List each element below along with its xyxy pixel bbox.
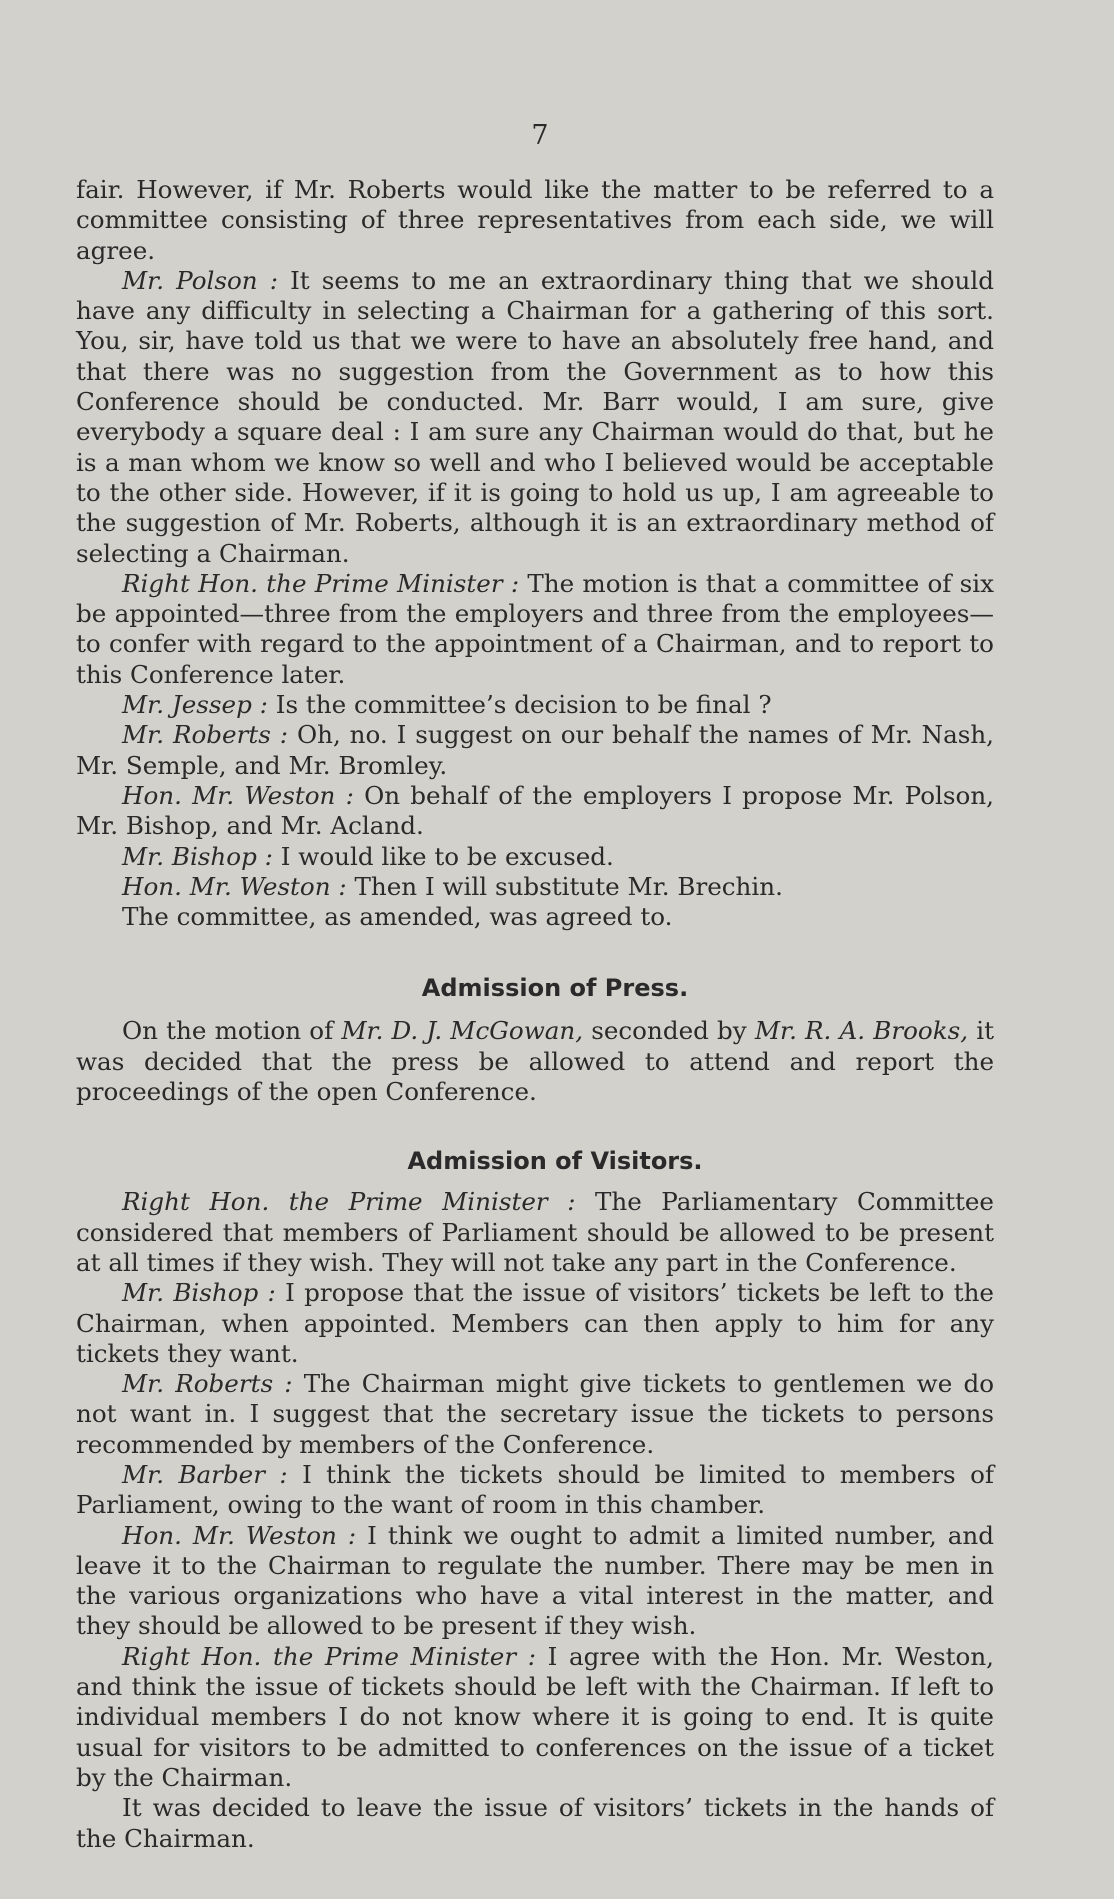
speech-paragraph	[76, 1793, 994, 1854]
speech-paragraph	[76, 1369, 994, 1460]
speaker-name: Mr. Jessep :	[122, 690, 268, 720]
page-content	[76, 175, 994, 1854]
section-heading-visitors: Admission of Visitors.	[407, 1147, 703, 1176]
speech-paragraph	[76, 1278, 994, 1369]
speech-paragraph	[76, 902, 994, 932]
speech-text: The committee, as amended, was agreed to.	[122, 902, 673, 932]
speech-paragraph	[76, 569, 994, 690]
speech-paragraph	[76, 720, 994, 781]
speech-paragraph	[76, 690, 994, 720]
seconder-name: Mr. R. A. Brooks,	[754, 1016, 969, 1046]
press-text-3: it was decided that the press be allowed to attend and report the proceedings of the open Conference.	[76, 1016, 994, 1107]
speech-paragraph	[76, 1642, 994, 1793]
speech-paragraph	[76, 175, 994, 266]
speaker-name: Hon. Mr. Weston :	[122, 871, 347, 901]
speech-text: Then I will substitute Mr. Brechin.	[346, 871, 783, 901]
speaker-name: Hon. Mr. Weston :	[122, 1520, 357, 1550]
speaker-name: Mr. Bishop :	[122, 1278, 276, 1308]
speech-text: I propose that the issue of visitors’ tickets be left to the Chairman, when appointed. Members can then apply to him for any tickets they want.	[76, 1278, 994, 1368]
speech-text: The motion is that a committee of six be appointed—three from the employers and three from the employees—to confer with regard to the appointment of a Chairman, and to report to this Conference later.	[76, 568, 994, 689]
speaker-name: Right Hon. the Prime Minister :	[122, 568, 520, 598]
speech-paragraph	[76, 872, 994, 902]
speech-paragraph	[76, 1460, 994, 1521]
proceedings-section-visitors	[76, 1187, 994, 1854]
speech-text: I think the tickets should be limited to members of Parliament, owing to the want of room in this chamber.	[76, 1459, 994, 1520]
speech-text: Is the committee’s decision to be final ?	[267, 690, 772, 720]
speech-text: fair. However, if Mr. Roberts would like the matter to be referred to a committee consisting of three representatives from each side, we will agree.	[76, 175, 994, 265]
proceedings-section-chairman	[76, 175, 994, 932]
speaker-name: Mr. Barber :	[122, 1459, 288, 1489]
speech-text: Oh, no. I suggest on our behalf the names of Mr. Nash, Mr. Semple, and Mr. Bromley.	[76, 720, 995, 780]
speech-text: It was decided to leave the issue of visitors’ tickets in the hands of the Chairman.	[76, 1793, 994, 1853]
speech-text: I think we ought to admit a limited number, and leave it to the Chairman to regulate the number. There may be men in the various organizations who have a vital interest in the matter, and they should be allowed to be present if they wish.	[76, 1520, 994, 1641]
press-text-2: seconded by	[583, 1016, 755, 1046]
press-text-1: On the motion of	[122, 1016, 342, 1046]
speaker-name: Right Hon. the Prime Minister :	[122, 1641, 537, 1671]
page-number: 7	[531, 120, 549, 151]
speaker-name: Right Hon. the Prime Minister :	[122, 1187, 576, 1217]
speech-text: I agree with the Hon. Mr. Weston, and think the issue of tickets should be left with the Chairman. If left to individual members I do not know where it is going to end. It is quite usual for visitors to be admitted to conferences on the issue of a ticket by the Chairman.	[76, 1641, 995, 1792]
speech-paragraph	[76, 1521, 994, 1642]
speech-text: It seems to me an extraordinary thing that we should have any difficulty in selecting a Chairman for a gathering of this sort. You, sir, have told us that we were to have an absolutely free hand, and that there was no suggestion from the Government as to how this Conference should be conducted. Mr. Barr would, I am sure, give everybody a square deal : I am sure any Chairman would do that, but he is a man whom we know so well and who I believed would be acceptable to the other side. However, if it is going to hold us up, I am agreeable to the suggestion of Mr. Roberts, although it is an extraordinary method of selecting a Chairman.	[76, 265, 994, 568]
speaker-name: Mr. Bishop :	[122, 841, 273, 871]
mover-name: Mr. D. J. McGowan,	[341, 1016, 584, 1046]
speech-text: The Parliamentary Committee considered that members of Parliament should be allowed to be present at all times if they wish. They will not take any part in the Conference.	[76, 1187, 994, 1277]
speech-text: On behalf of the employers I propose Mr. Polson, Mr. Bishop, and Mr. Acland.	[76, 780, 994, 841]
speaker-name: Mr. Roberts :	[122, 1369, 293, 1399]
speech-paragraph	[76, 781, 994, 842]
speech-paragraph	[76, 842, 994, 872]
speaker-name: Hon. Mr. Weston :	[122, 780, 354, 810]
speaker-name: Mr. Roberts :	[122, 720, 289, 750]
section-heading-press: Admission of Press.	[421, 974, 689, 1003]
speaker-name: Mr. Polson :	[122, 265, 278, 295]
speech-text: The Chairman might give tickets to gentlemen we do not want in. I suggest that the secretary issue the tickets to persons recommended by members of the Conference.	[76, 1369, 994, 1459]
speech-text: I would like to be excused.	[272, 841, 614, 871]
speech-paragraph	[76, 266, 994, 569]
press-paragraph	[76, 1016, 994, 1107]
speech-paragraph	[76, 1187, 994, 1278]
